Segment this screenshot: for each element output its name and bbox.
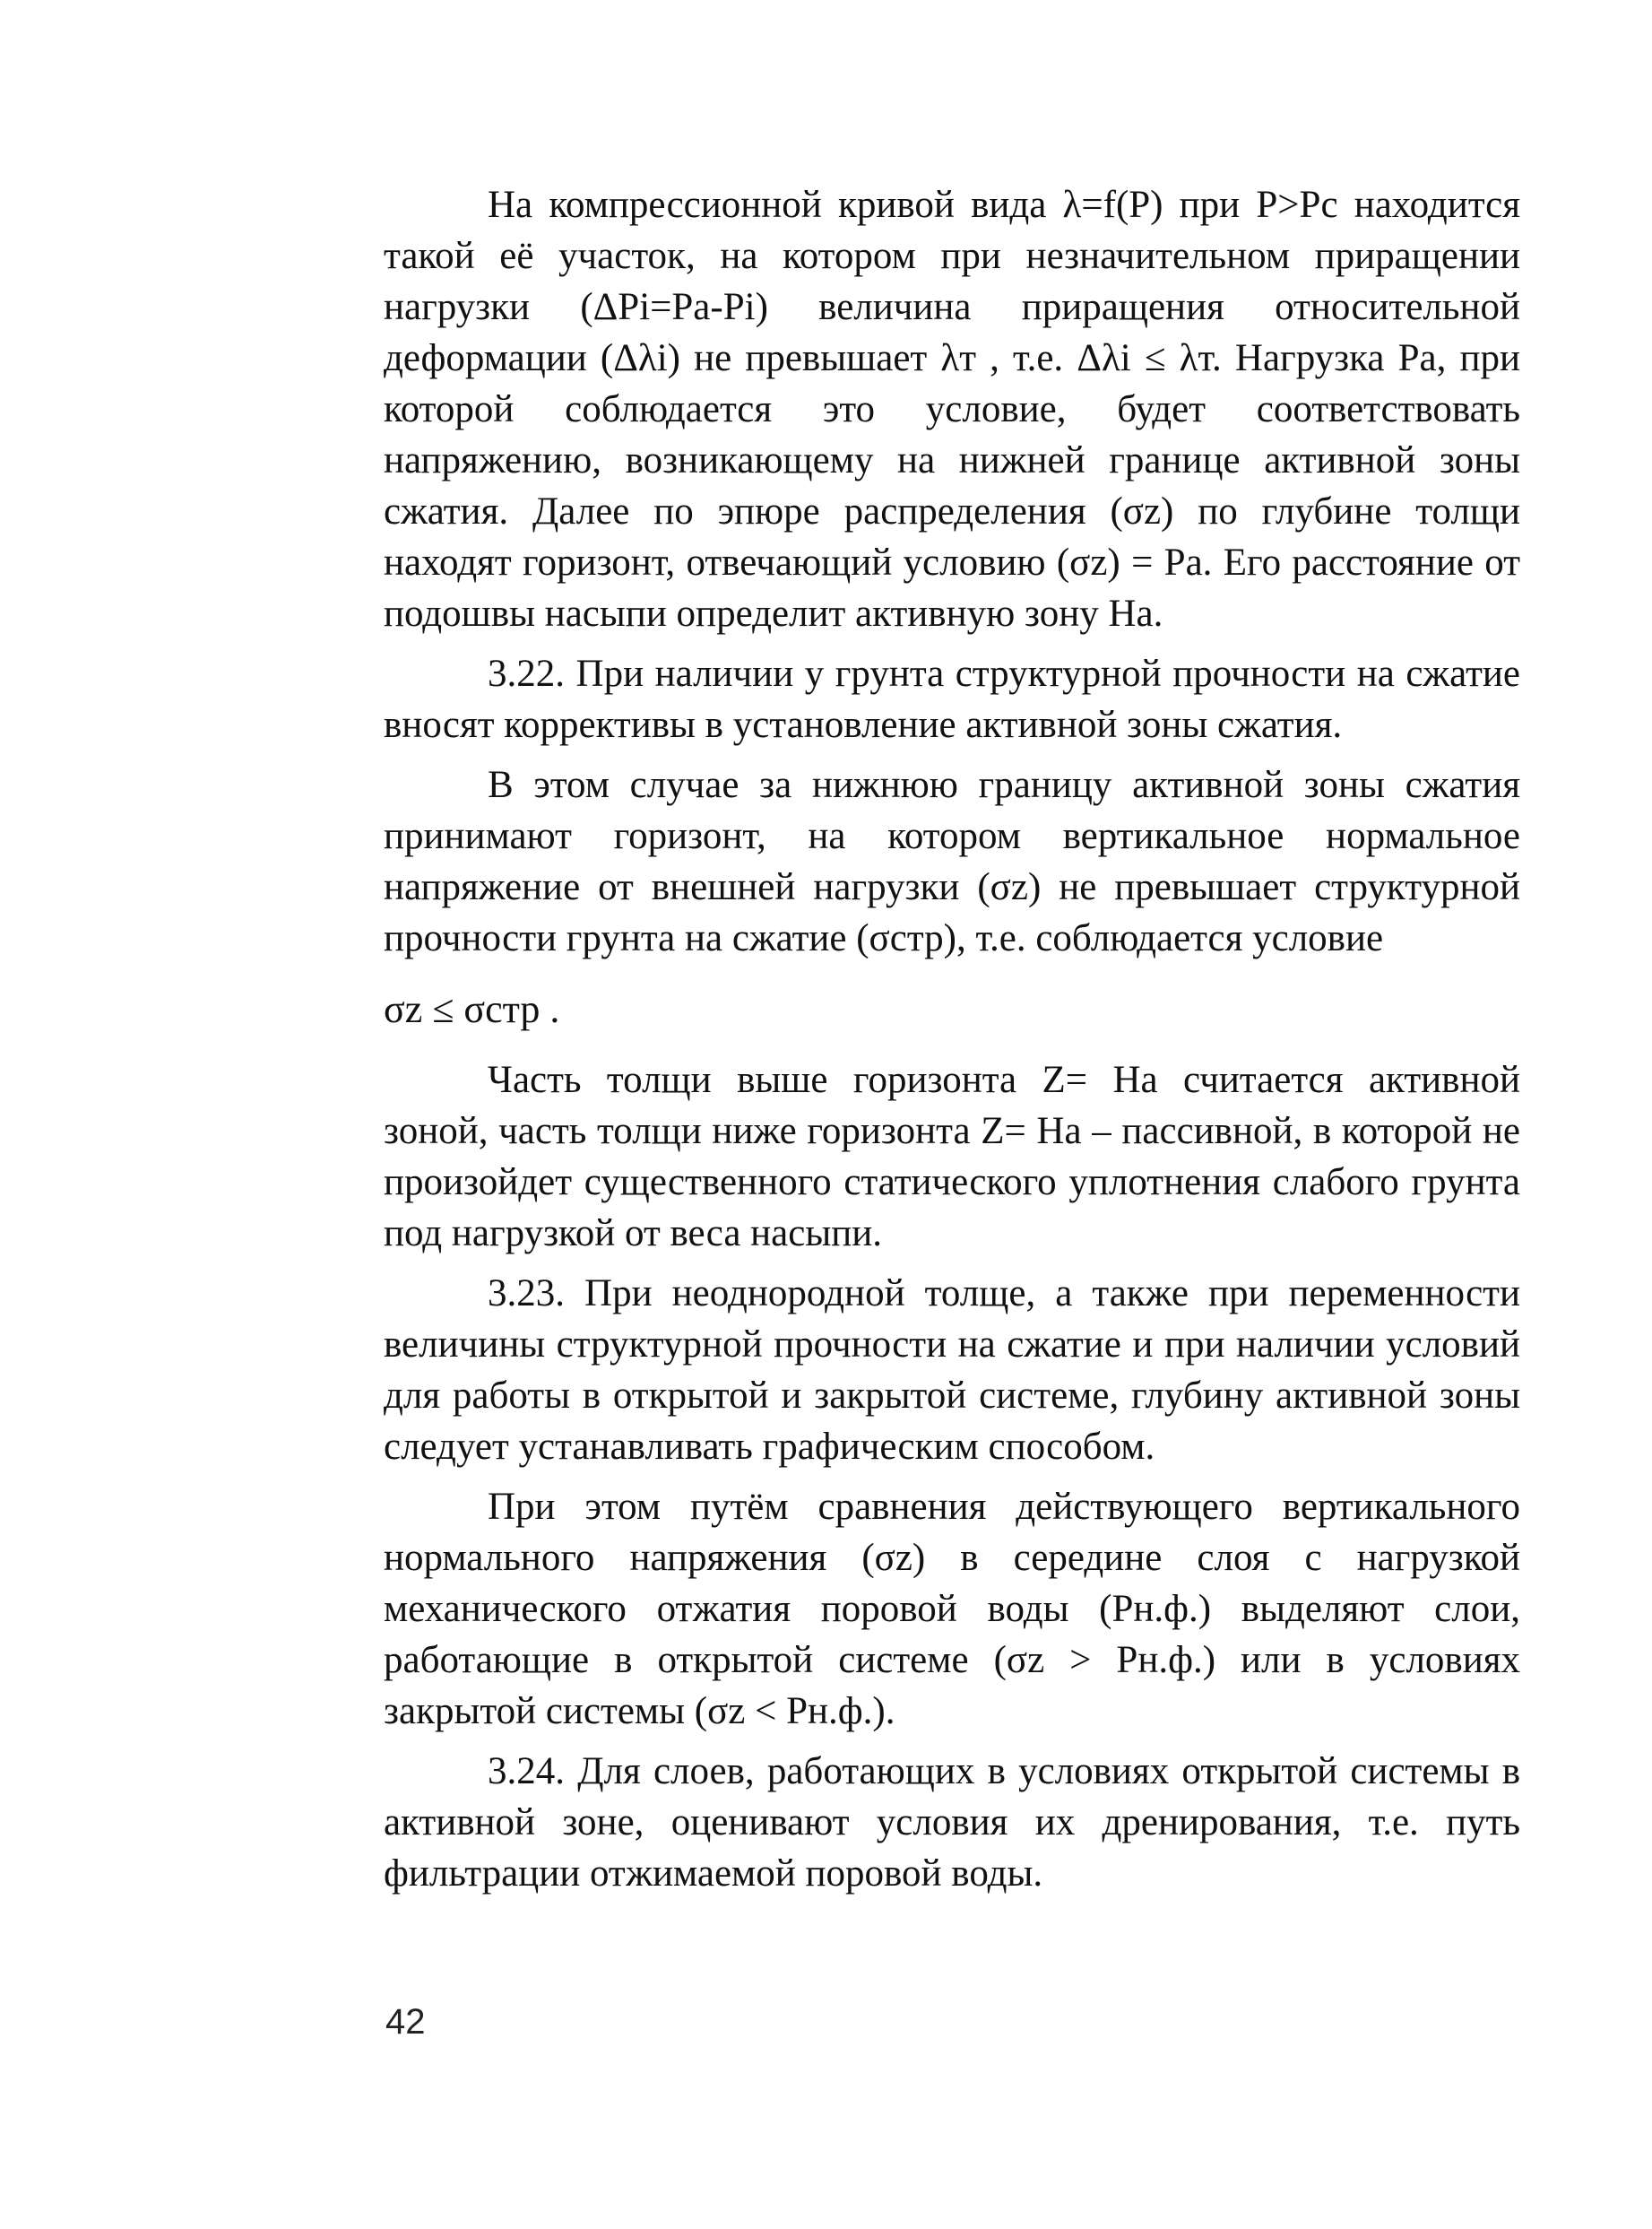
body-text: [384, 179, 1520, 1899]
paragraph-active-passive-zone: Часть толщи выше горизонта Z= Ha считается активной зоной, часть толщи ниже горизонта Z= Ha – пассивной, в которой не произойдет существенного статического уплотнения слабого грунта под нагрузкой от веса насыпи.: [384, 1059, 1520, 1254]
formula-condition: σz ≤ σстр .: [384, 987, 560, 1031]
paragraph-3-22: 3.22. При наличии у грунта структурной прочности на сжатие вносят коррективы в установление активной зоны сжатия.: [384, 653, 1520, 746]
paragraph-compression-curve: На компрессионной кривой вида λ=f(P) при P>Pс находится такой её участок, на котором при незначительном приращении нагрузки (ΔPi=Pa-Pi) величина приращения относительной деформации (Δλi) не превышает λт , т.е. Δλi ≤ λт. Нагрузка Pa, при которой соблюдается это условие, будет соответствовать напряжению, возникающему на нижней границе активной зоны сжатия. Далее по эпюре распределения (σz) по глубине толщи находят горизонт, отвечающий условию (σz) = Pa. Его расстояние от подошвы насыпи определит активную зону Ha.: [384, 184, 1520, 635]
paragraph-3-24: 3.24. Для слоев, работающих в условиях открытой системы в активной зоне, оценивают условия их дренирования, т.е. путь фильтрации отжимаемой поровой воды.: [384, 1750, 1520, 1895]
paragraph-3-23: 3.23. При неоднородной толще, а также при переменности величины структурной прочности на сжатие и при наличии условий для работы в открытой и закрытой системе, глубину активной зоны следует устанавливать графическим способом.: [384, 1272, 1520, 1468]
paragraph-comparison: При этом путём сравнения действующего вертикального нормального напряжения (σz) в середине слоя с нагрузкой механического отжатия поровой воды (Pн.ф.) выделяют слои, работающие в открытой системе (σz > Pн.ф.) или в условиях закрытой системы (σz < Pн.ф.).: [384, 1486, 1520, 1732]
page-number: 42: [385, 2002, 426, 2042]
paragraph-lower-boundary: В этом случае за нижнюю границу активной зоны сжатия принимают горизонт, на котором вертикальное нормальное напряжение от внешней нагрузки (σz) не превышает структурной прочности грунта на сжатие (σстр), т.е. соблюдается условие: [384, 764, 1520, 959]
